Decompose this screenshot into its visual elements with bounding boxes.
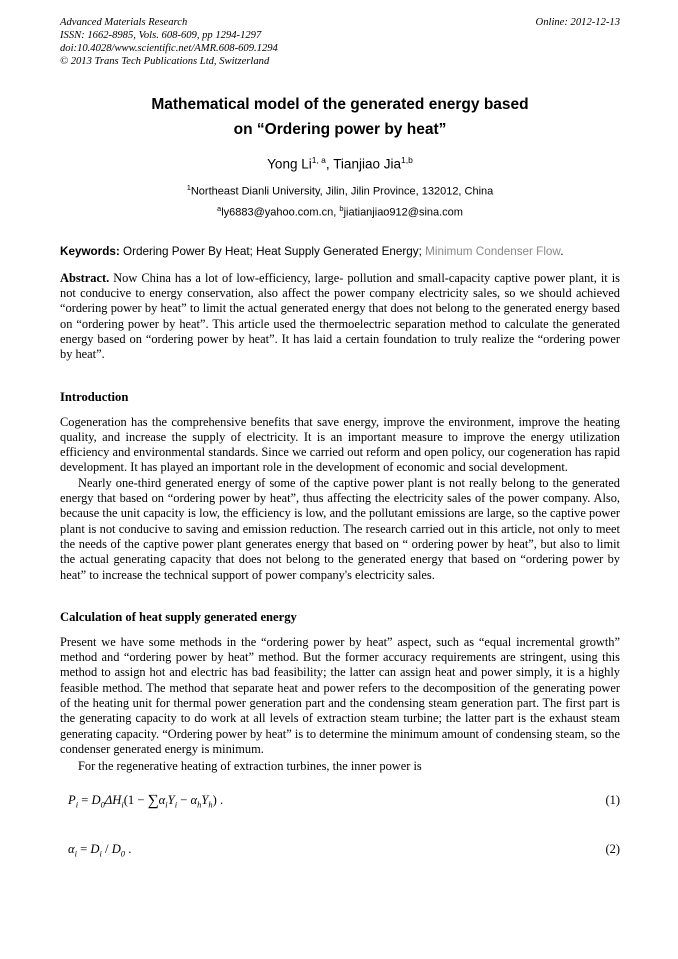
- authors-line: [60, 155, 620, 172]
- paper-title-line1: Mathematical model of the generated energy based: [151, 96, 529, 113]
- equation-2-math: $\alpha_i = D_i / D_0$ .: [68, 841, 132, 859]
- journal-header: [60, 16, 620, 68]
- author-1-affiliation-marks: 1, a: [311, 155, 326, 165]
- introduction-paragraph-1: Cogeneration has the comprehensive benefits that save energy, improve the environment, improve the heating quality, and increase the supply of electricity. It is an important measure to improve the energy utilization efficiency and environmental standards. Since we carried out reform and open policy, our cogeneration has rapid development. It has played an important role in the development of economic and social development.: [60, 414, 620, 475]
- equation-1-row: [60, 792, 620, 810]
- journal-info-block: [60, 16, 278, 68]
- email-1-mark: a: [217, 204, 222, 214]
- emails-line: [60, 204, 620, 219]
- calculation-paragraph-1: Present we have some methods in the “ordering power by heat” aspect, such as “equal incremental growth” method and “ordering power by heat” method. But the former accuracy requirements are stringent, using this method to assign hot and electric has bad feasibility; the latter can assign heat and power simply, it is a highly feasible method. The method that separate heat and power refers to the decomposition of the generating power of the heating unit for thermal power generation part and the condensing steam generation part. The first part is the generating capacity to do work at all levels of extraction steam turbine; the latter part is the exhaust steam generating capacity. “Ordering power by heat” is to determine the minimum amount of condensing steam, so the condenser generated energy is minimum.: [60, 634, 620, 756]
- doi-line: doi:10.4028/www.scientific.net/AMR.608-609.1294: [60, 43, 278, 54]
- email-2-address: jiatianjiao912@sina.com: [343, 206, 463, 219]
- keywords-line: [60, 245, 620, 258]
- section-heading-calculation: Calculation of heat supply generated energy: [60, 609, 297, 624]
- equation-2-number: (2): [605, 842, 620, 857]
- keywords-muted: Minimum Condenser Flow: [425, 244, 561, 258]
- calculation-paragraph-2: For the regenerative heating of extraction turbines, the inner power is: [78, 759, 422, 774]
- section-heading-introduction: Introduction: [60, 389, 129, 404]
- abstract-text: Now China has a lot of low-efficiency, large- pollution and small-capacity captive power plant, it is not conducive to energy conservation, also affect the power company electricity sales, so we should achieved “ordering power by heat” to limit the actual generated energy that does not belong to the generated energy based on “ordering power by heat”. This article used the thermoelectric separation method to calculate the generated energy based on “ordering power by heat”. It has laid a certain foundation to truly realize the “ordering power by heat”.: [60, 270, 620, 362]
- abstract-paragraph: [60, 271, 620, 363]
- emails-separator: ,: [333, 206, 340, 219]
- equation-2-row: [60, 842, 620, 859]
- online-date: Online: 2012-12-13: [535, 17, 620, 28]
- keywords-primary: Ordering Power By Heat; Heat Supply Generated Energy;: [119, 244, 426, 258]
- authors-separator: ,: [325, 156, 334, 172]
- equation-1-math: $P_i = D_0\Delta H_i(1 - \sum\alpha_iY_i - \alpha_hY_h)$ .: [68, 791, 224, 810]
- email-2-mark: b: [339, 204, 344, 214]
- author-2-name: Tianjiao Jia: [333, 156, 401, 172]
- introduction-paragraph-2: Nearly one-third generated energy of some of the captive power plant is not really belong to the generated energy that based on “ordering power by heat”, thus affecting the electricity sales of the power company. Also, because the unit capacity is low, the efficiency is low, and the pollutant emissions are large, so the captive power plant is not conducive to saving and emission reduction. The research carried out in this article, not only to meet the needs of the captive power plant generates energy that based on “ ordering power by heat”, but also to limit the actual generating capacity that does not belong to the generated energy that based on “ordering power by heat” to increase the technical support of power company's electricity sales.: [60, 475, 620, 582]
- affiliation-line: [60, 183, 620, 198]
- affiliation-mark: 1: [186, 182, 191, 192]
- issn-line: ISSN: 1662-8985, Vols. 608-609, pp 1294-1297: [60, 30, 262, 41]
- keywords-terminator: .: [560, 244, 564, 258]
- affiliation-text: Northeast Dianli University, Jilin, Jilin Province, 132012, China: [190, 185, 494, 198]
- author-1-name: Yong Li: [267, 156, 312, 172]
- abstract-label: Abstract.: [60, 270, 110, 285]
- paper-title-line2: on “Ordering power by heat”: [233, 121, 447, 138]
- author-2-affiliation-marks: 1,b: [400, 155, 413, 165]
- paper-title: [60, 92, 620, 142]
- equation-1-number: (1): [605, 793, 620, 808]
- copyright-line: © 2013 Trans Tech Publications Ltd, Switzerland: [60, 56, 270, 67]
- email-1-address: ly6883@yahoo.com.cn: [221, 206, 334, 219]
- keywords-label: Keywords:: [60, 244, 120, 258]
- journal-name: Advanced Materials Research: [60, 17, 188, 28]
